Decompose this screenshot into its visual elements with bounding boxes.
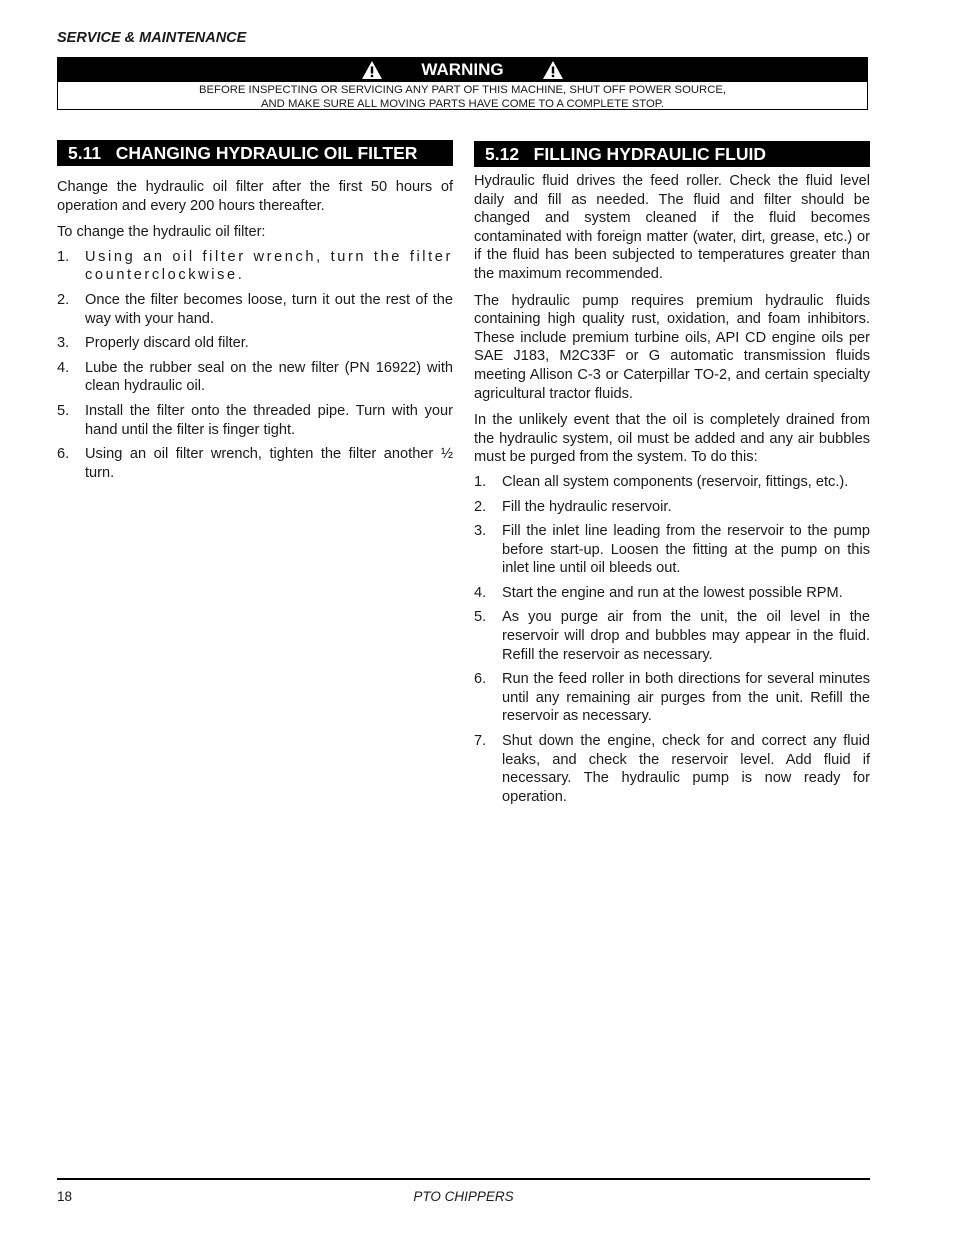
step-number: 6.	[474, 671, 487, 688]
step-number: 4.	[57, 359, 70, 376]
step-text: Clean all system components (reservoir, fittings, etc.).	[502, 473, 849, 490]
step-text: Run the feed roller in both directions for several minutes until any remaining air purges from the unit. Refill the reservoir as necessary.	[502, 671, 870, 725]
list-item	[474, 473, 870, 492]
step-number: 7.	[474, 733, 487, 750]
step-number: 2.	[474, 498, 487, 515]
step-number: 6.	[57, 446, 70, 463]
step-text: Once the filter becomes loose, turn it out the rest of the way with your hand.	[85, 291, 453, 327]
step-text: Using an oil filter wrench, turn the filter counterclockwise.	[85, 248, 453, 284]
list-item	[57, 248, 453, 285]
list-item	[474, 608, 870, 664]
list-item	[474, 584, 870, 603]
step-number: 3.	[474, 523, 487, 540]
step-text: Properly discard old filter.	[85, 335, 249, 352]
section-header: SERVICE & MAINTENANCE	[57, 30, 247, 46]
warning-box	[57, 57, 868, 110]
step-number: 3.	[57, 335, 70, 352]
footer-title: PTO CHIPPERS	[413, 1189, 514, 1204]
list-item	[57, 445, 453, 482]
step-text: Start the engine and run at the lowest possible RPM.	[502, 584, 843, 601]
section-number: 5.11	[68, 143, 102, 163]
step-text: Shut down the engine, check for and correct any fluid leaks, and check the reservoir level. Add fluid if necessary. The hydraulic pump is now ready for operation.	[502, 733, 870, 805]
list-item	[57, 359, 453, 396]
step-text: Fill the hydraulic reservoir.	[502, 498, 672, 515]
intro-paragraph: Change the hydraulic oil filter after the first 50 hours of operation and every 200 hours thereafter.	[57, 179, 453, 214]
list-item	[57, 291, 453, 328]
list-item	[474, 522, 870, 578]
list-item	[474, 670, 870, 726]
page-number: 18	[57, 1189, 73, 1204]
steps-list	[474, 473, 870, 807]
step-number: 1.	[57, 248, 70, 265]
footer-rule	[57, 1178, 870, 1180]
section-title	[474, 141, 870, 167]
step-text: Fill the inlet line leading from the reservoir to the pump before start-up. Loosen the fitting at the pump on this inlet line until oil bleeds out.	[502, 523, 870, 577]
warning-bar	[58, 58, 867, 82]
warning-title: WARNING	[421, 60, 504, 79]
step-text: As you purge air from the unit, the oil level in the reservoir will drop and bubbles may appear in the fluid. Refill the reservoir as necessary.	[502, 609, 870, 663]
step-text: Lube the rubber seal on the new filter (PN 16922) with clean hydraulic oil.	[85, 359, 453, 395]
paragraph: Hydraulic fluid drives the feed roller. Check the fluid level daily and fill as needed. The fluid and filter should be changed and system cleaned if the fluid becomes contaminated with foreign matter (water, dirt, grease, etc.) or if the fluid has been subjected to temperatures greater than the maximum recommended.	[474, 173, 870, 282]
lead-paragraph: To change the hydraulic oil filter:	[57, 224, 266, 241]
warning-text	[58, 82, 867, 111]
section-5-11	[57, 140, 453, 488]
warning-line-1: BEFORE INSPECTING OR SERVICING ANY PART OF THIS MACHINE, SHUT OFF POWER SOURCE,	[198, 84, 727, 96]
section-5-12	[474, 141, 870, 812]
step-number: 1.	[474, 473, 487, 490]
step-number: 5.	[474, 609, 487, 626]
step-number: 5.	[57, 402, 70, 419]
list-item	[57, 402, 453, 439]
warning-triangle-icon	[361, 60, 383, 80]
section-heading: CHANGING HYDRAULIC OIL FILTER	[115, 143, 418, 163]
section-number: 5.12	[485, 144, 520, 164]
warning-triangle-icon	[542, 60, 564, 80]
list-item	[474, 732, 870, 806]
paragraph: In the unlikely event that the oil is completely drained from the hydraulic system, oil must be added and any air bubbles must be purged from the system. To do this:	[474, 412, 870, 466]
step-text: Using an oil filter wrench, tighten the filter another ½ turn.	[85, 446, 453, 481]
steps-list	[57, 248, 453, 483]
step-text: Install the filter onto the threaded pipe. Turn with your hand until the filter is finger tight.	[85, 402, 453, 438]
warning-line-2: AND MAKE SURE ALL MOVING PARTS HAVE COME TO A COMPLETE STOP.	[260, 98, 665, 110]
step-number: 4.	[474, 584, 487, 601]
list-item	[57, 334, 453, 353]
section-title	[57, 140, 453, 166]
paragraph: The hydraulic pump requires premium hydraulic fluids containing high quality rust, oxidation, and foam inhibitors. These include premium turbine oils, API CD engine oils per SAE J183, M2C33F or G automatic transmission fluids meeting Allison C-3 or Caterpillar TO-2, and certain specialty agricultural tractor fluids.	[474, 292, 870, 402]
step-number: 2.	[57, 291, 70, 308]
section-heading: FILLING HYDRAULIC FLUID	[533, 144, 766, 164]
list-item	[474, 498, 870, 517]
